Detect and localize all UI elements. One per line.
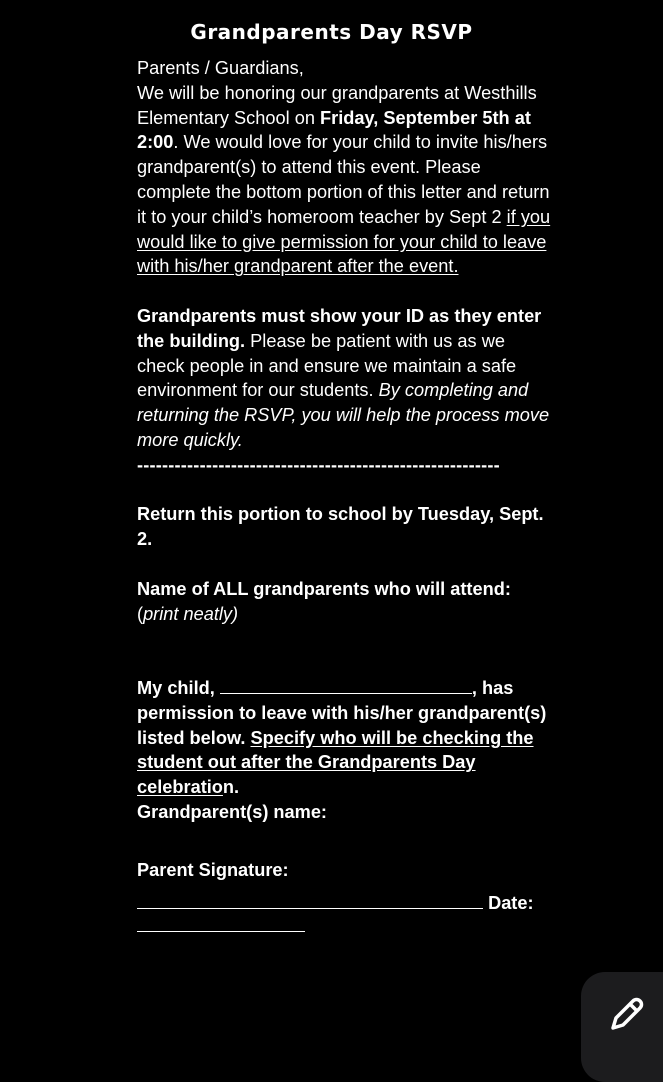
id-notice-bold: Grandparents must show your ID as they enter the building. <box>137 305 542 351</box>
intro-text-1: We will be honoring our grandparents at Westhills Elementary School on <box>137 82 537 128</box>
event-date: Friday, September 5th at 2:00 <box>137 107 531 153</box>
names-hint <box>137 602 557 627</box>
id-notice-paragraph <box>137 304 557 453</box>
date-blank[interactable] <box>137 919 305 932</box>
date-label: Date: <box>488 892 534 913</box>
grandparent-name-label: Grandparent(s) name: <box>137 801 327 822</box>
edit-button[interactable] <box>581 972 663 1082</box>
intro-text-2: . We would love for your child to invite his/hers grandparent(s) to attend this event. Please complete the bottom portion of this letter and return it to your child’s homeroom teacher by Sept 2 <box>137 132 550 227</box>
names-hint-open: ( <box>137 603 144 624</box>
pencil-icon <box>607 994 647 1034</box>
names-hint-italic: print neatly) <box>143 603 239 624</box>
child-name-blank[interactable] <box>220 679 472 694</box>
letter-body <box>137 56 557 932</box>
greeting: Parents / Guardians, <box>137 58 304 78</box>
parent-signature-label: Parent Signature: <box>137 859 289 880</box>
child-permission-prefix: My child, <box>137 677 220 698</box>
permission-note: if you would like to give permission for your child to leave with his/her grandparent after the event. <box>137 206 551 277</box>
page-title: Grandparents Day RSVP <box>190 20 473 44</box>
return-notice: Return this portion to school by Tuesday, Sept. 2. <box>137 504 544 550</box>
intro-paragraph <box>137 81 557 279</box>
id-notice-text: Please be patient with us as we check people in and ensure we maintain a safe environment for our students. <box>137 330 517 401</box>
id-notice-italic: By completing and returning the RSVP, you will help the process move more quickly. <box>137 380 550 450</box>
child-permission-suffix: , has permission to leave with his/her grandparent(s) listed below. <box>137 677 547 748</box>
cut-line: ---------------------------------------------------------- <box>137 454 500 475</box>
names-label: Name of ALL grandparents who will attend: <box>137 578 511 599</box>
signature-row <box>137 891 557 916</box>
signature-blank[interactable] <box>137 894 483 909</box>
checkout-instruction: Specify who will be checking the student out after the Grandparents Day celebratio <box>137 727 534 798</box>
child-permission-tail: n. <box>222 777 240 798</box>
child-permission-paragraph <box>137 676 557 800</box>
